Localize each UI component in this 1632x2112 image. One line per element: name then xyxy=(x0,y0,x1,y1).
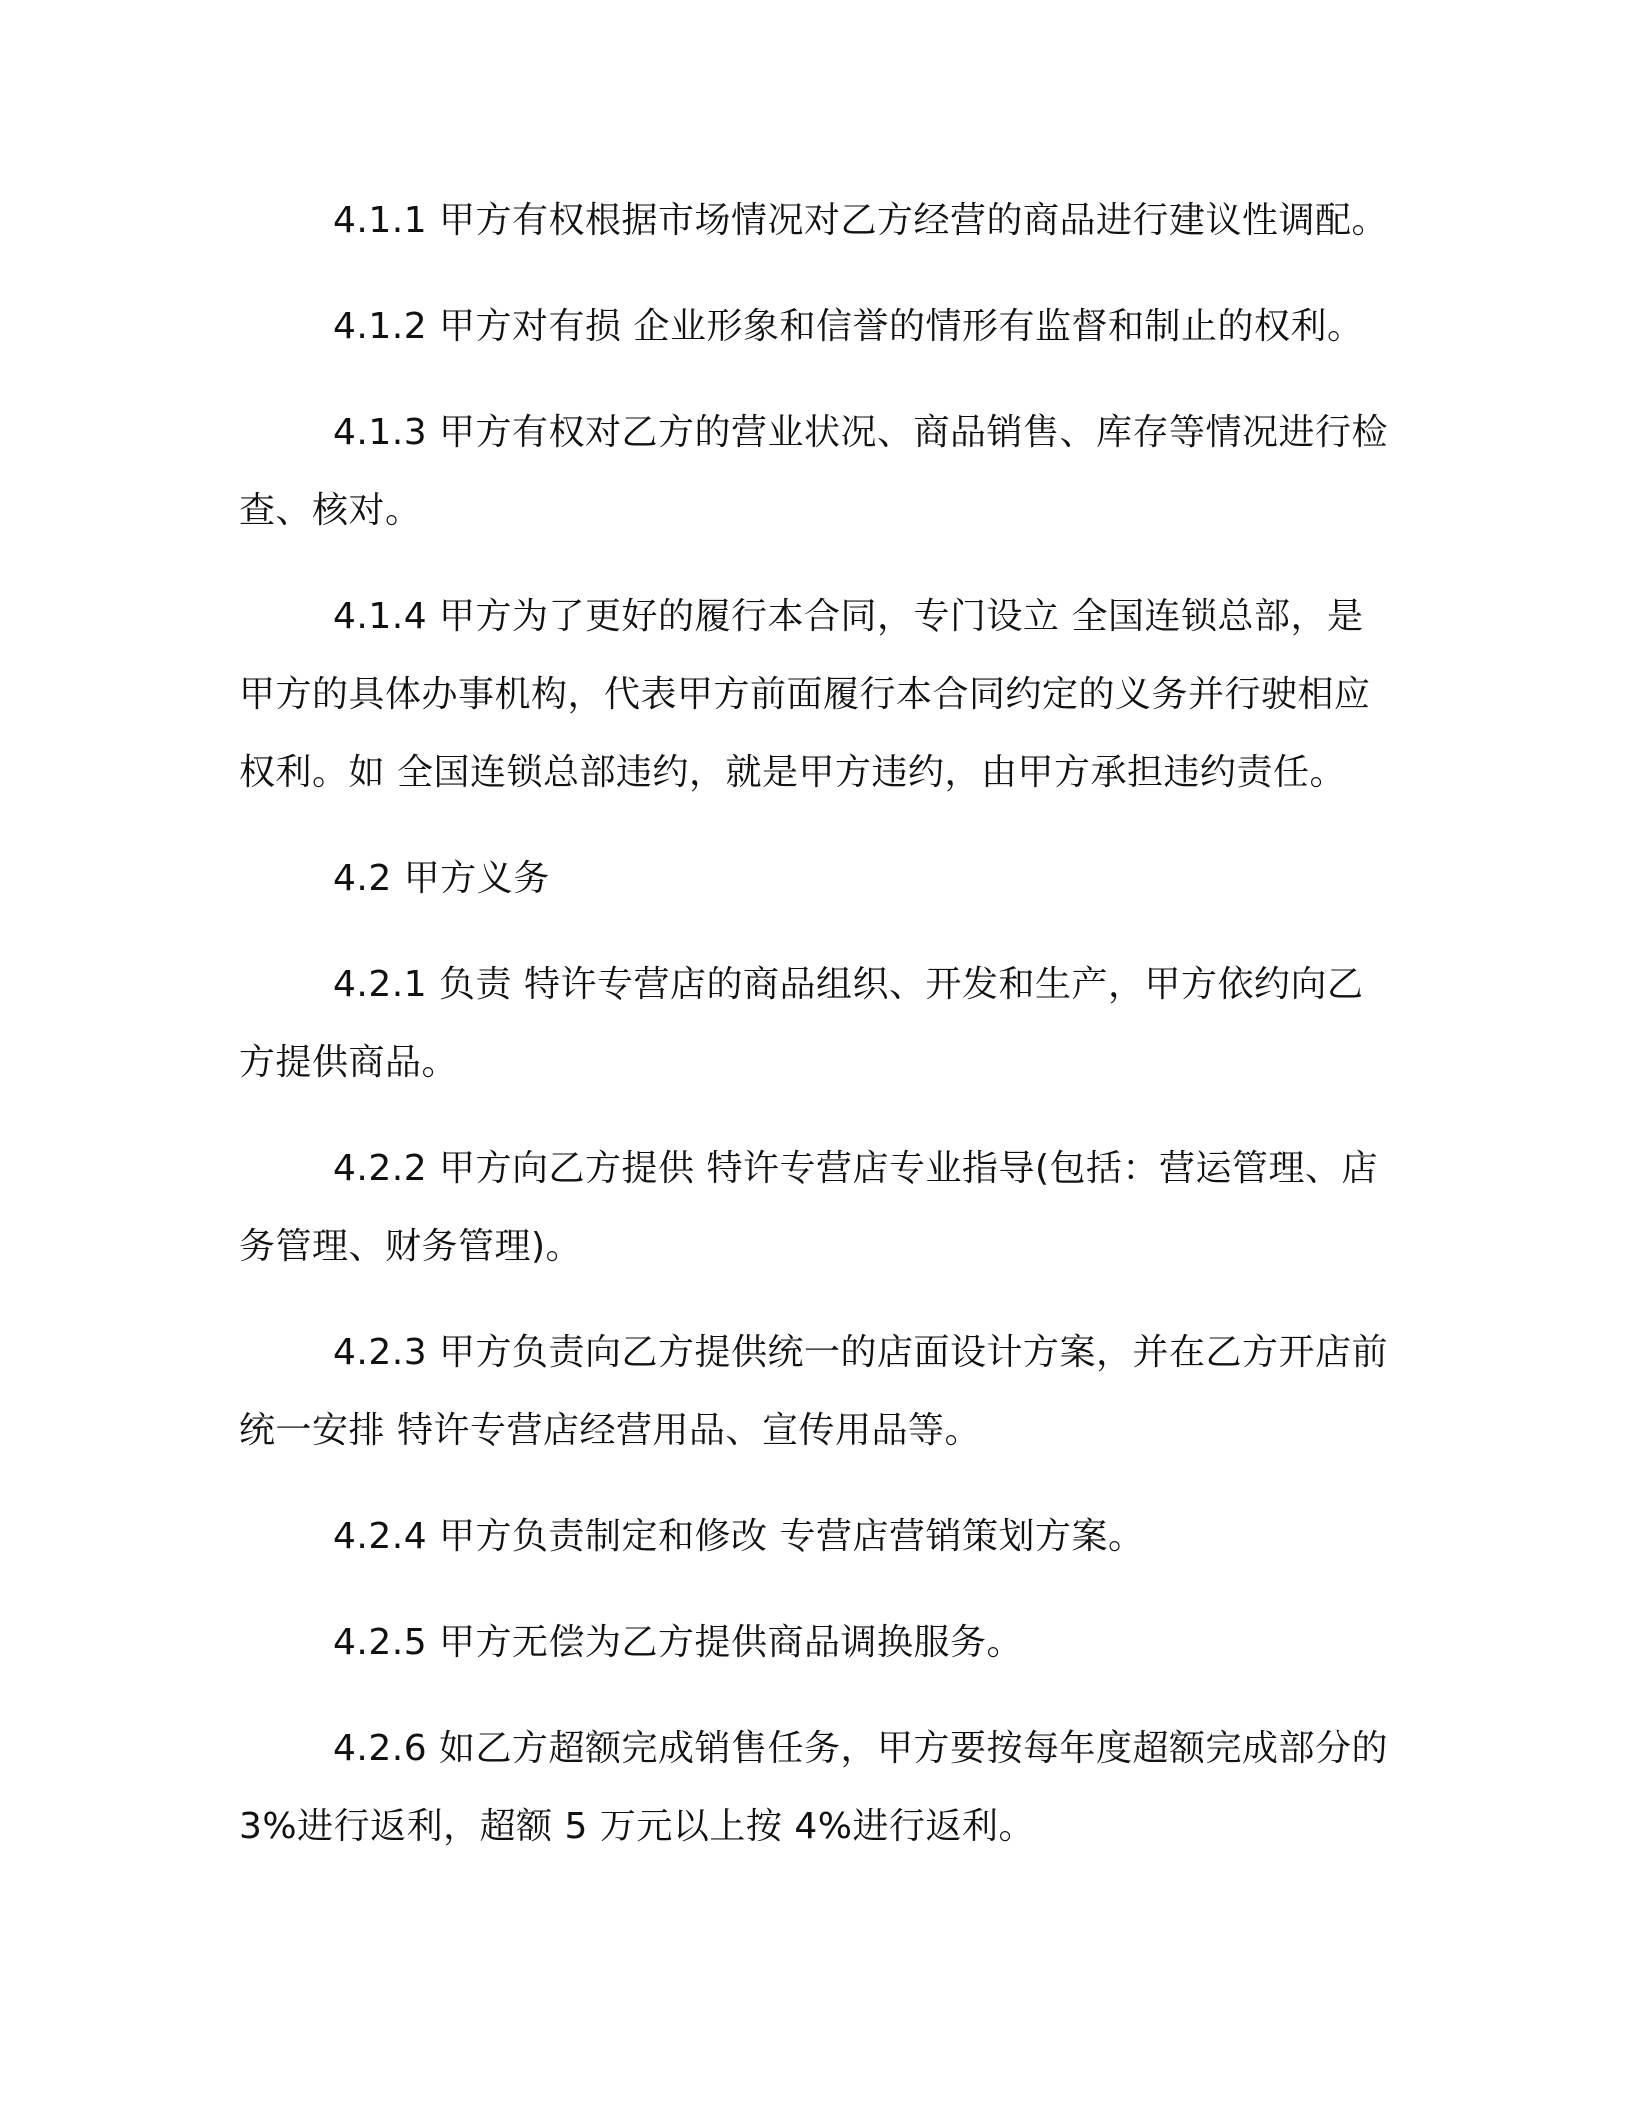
clause-4-2-2: 4.2.2 甲方向乙方提供 特许专营店专业指导(包括：营运管理、店务管理、财务管理)。 xyxy=(239,1148,1379,1267)
clause-4-1-3: 4.1.3 甲方有权对乙方的营业状况、商品销售、库存等情况进行检查、核对。 xyxy=(239,412,1389,531)
clause-4-1-4: 4.1.4 甲方为了更好的履行本合同，专门设立 全国连锁总部，是甲方的具体办事机构，代表甲方前面履行本合同约定的义务并行驶相应权利。如 全国连锁总部违约，就是甲方违约，由甲方承担违约责任。 xyxy=(239,596,1371,793)
clause-4-2-1: 4.2.1 负责 特许专营店的商品组织、开发和生产，甲方依约向乙方提供商品。 xyxy=(239,964,1364,1083)
clause-4-2-6: 4.2.6 如乙方超额完成销售任务，甲方要按每年度超额完成部分的 3%进行返利，超额 5 万元以上按 4%进行返利。 xyxy=(239,1728,1389,1847)
clause-4-2-4: 4.2.4 甲方负责制定和修改 专营店营销策划方案。 xyxy=(333,1516,1145,1557)
clause-4-1-1: 4.1.1 甲方有权根据市场情况对乙方经营的商品进行建议性调配。 xyxy=(333,200,1389,241)
section-heading-4-2: 4.2 甲方义务 xyxy=(333,858,550,899)
document-body xyxy=(239,182,1399,1894)
clause-4-2-5: 4.2.5 甲方无偿为乙方提供商品调换服务。 xyxy=(333,1622,1024,1663)
clause-4-1-2: 4.1.2 甲方对有损 企业形象和信誉的情形有监督和制止的权利。 xyxy=(333,306,1364,347)
clause-4-2-3: 4.2.3 甲方负责向乙方提供统一的店面设计方案，并在乙方开店前统一安排 特许专营店经营用品、宣传用品等。 xyxy=(239,1332,1389,1451)
